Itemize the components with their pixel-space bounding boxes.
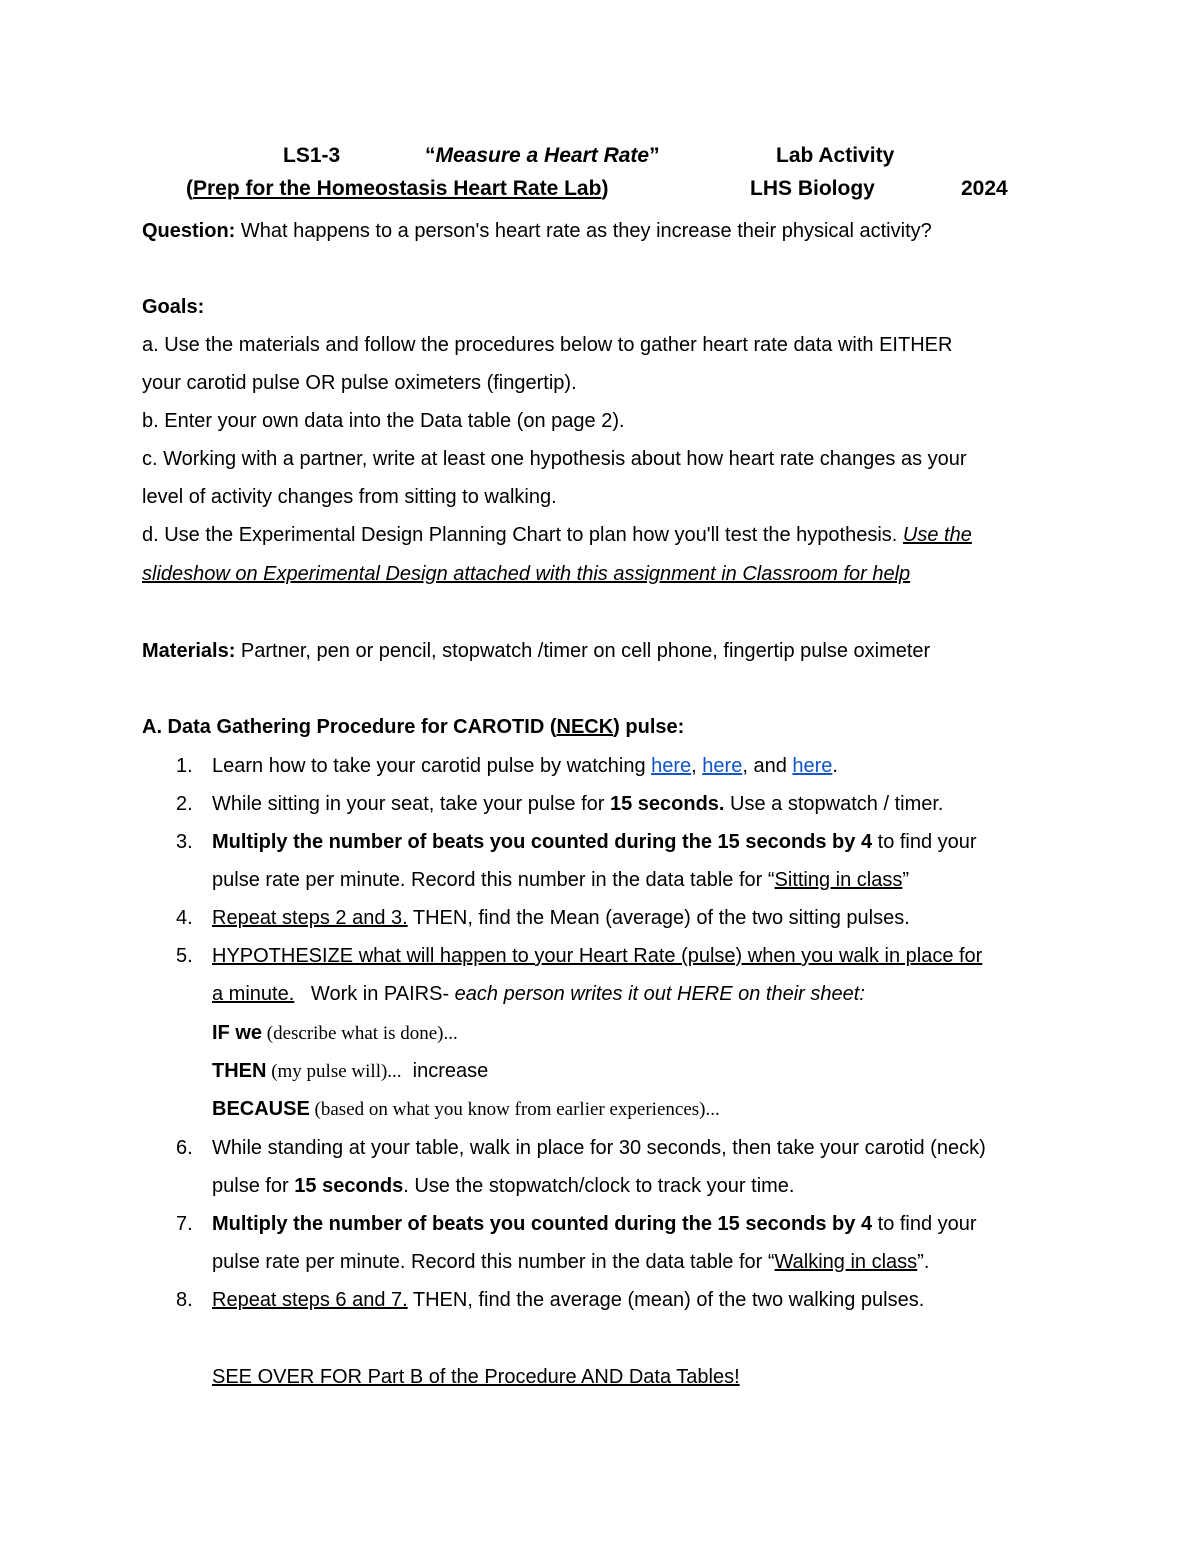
question <box>142 217 932 245</box>
step-3-sitting: Sitting in class <box>774 869 903 891</box>
goal-c-line1: c. Working with a partner, write at least one hypothesis about how heart rate changes as your <box>142 448 967 470</box>
question-text: What happens to a person's heart rate as they increase their physical activity? <box>235 220 932 242</box>
step-4 <box>212 904 910 932</box>
step-8-post: THEN, find the average (mean) of the two walking pulses. <box>407 1289 925 1311</box>
subtitle-text: Prep for the Homeostasis Heart Rate Lab <box>193 177 602 200</box>
header-title <box>425 142 660 170</box>
step-4-post: THEN, find the Mean (average) of the two sitting pulses. <box>407 907 910 929</box>
materials-text: Partner, pen or pencil, stopwatch /timer on cell phone, fingertip pulse oximeter <box>235 640 931 662</box>
procedure-heading-post: ) pulse: <box>613 716 685 738</box>
because-text: (based on what you know from earlier experiences)... <box>309 1099 720 1120</box>
step-6-bold: 15 seconds <box>294 1175 404 1197</box>
step-5-number: 5. <box>176 945 193 967</box>
if-label: IF we <box>212 1022 263 1044</box>
materials <box>142 637 930 665</box>
step-7-number: 7. <box>176 1213 193 1235</box>
step-2-number: 2. <box>176 793 193 815</box>
video-link-1[interactable]: here <box>651 755 692 777</box>
header-subtitle <box>186 175 608 203</box>
step-5-then <box>212 1057 488 1086</box>
step-6-line2-pre: pulse for <box>212 1175 295 1197</box>
procedure-heading-pre: A. Data Gathering Procedure for CAROTID ( <box>142 716 557 738</box>
step-1-end: . <box>832 755 838 777</box>
title-quote-close: ” <box>649 144 660 167</box>
step-2-bold: 15 seconds. <box>609 793 725 815</box>
step-2-post: Use a stopwatch / timer. <box>724 793 944 815</box>
step-6-line2 <box>212 1172 794 1200</box>
step-5-line2 <box>212 980 865 1008</box>
step-8-repeat: Repeat steps 6 and 7. <box>212 1289 408 1311</box>
step-5-because <box>212 1095 720 1124</box>
title-text: Measure a Heart Rate <box>435 144 650 167</box>
goal-a-line1: a. Use the materials and follow the procedures below to gather heart rate data with EITHER <box>142 334 953 356</box>
step-6-line1: While standing at your table, walk in place for 30 seconds, then take your carotid (neck) <box>212 1137 986 1159</box>
goal-d-line1 <box>142 521 972 549</box>
goal-d-text: d. Use the Experimental Design Planning Chart to plan how you'll test the hypothesis. <box>142 524 903 546</box>
then-answer: increase <box>401 1060 489 1082</box>
step-3-line2-end: ” <box>902 869 910 891</box>
step-5-pairs: Work in PAIRS- <box>294 983 455 1005</box>
step-2-pre: While sitting in your seat, take your pulse for <box>212 793 610 815</box>
then-label: THEN <box>212 1060 267 1082</box>
step-3-post: to find your <box>872 831 977 853</box>
goal-b: b. Enter your own data into the Data table (on page 2). <box>142 410 625 432</box>
video-link-2[interactable]: here <box>702 755 743 777</box>
header-activity: Lab Activity <box>776 144 895 167</box>
goal-d-emphasis: Use the <box>902 524 972 546</box>
if-text: (describe what is done)... <box>262 1023 458 1044</box>
step-7-line2 <box>212 1248 929 1276</box>
video-link-3[interactable]: here <box>792 755 833 777</box>
step-1 <box>212 752 838 780</box>
header-course: LHS Biology <box>750 177 875 200</box>
step-7-post: to find your <box>872 1213 977 1235</box>
then-text: (my pulse will)... <box>266 1061 402 1082</box>
step-5-instruction: each person writes it out HERE on their sheet: <box>454 983 865 1005</box>
question-label: Question: <box>142 220 236 242</box>
step-4-number: 4. <box>176 907 193 929</box>
step-5-if <box>212 1019 458 1048</box>
step-6-number: 6. <box>176 1137 193 1159</box>
step-1-number: 1. <box>176 755 193 777</box>
goal-c-line2: level of activity changes from sitting to walking. <box>142 486 557 508</box>
step-7-line2-pre: pulse rate per minute. Record this number in the data table for “ <box>212 1251 775 1273</box>
step-3-number: 3. <box>176 831 193 853</box>
step-3-bold: Multiply the number of beats you counted during the 15 seconds by 4 <box>212 831 873 853</box>
step-8-number: 8. <box>176 1289 193 1311</box>
goal-a-line2: your carotid pulse OR pulse oximeters (fingertip). <box>142 372 577 394</box>
goals-label: Goals: <box>142 296 205 318</box>
step-1-text: Learn how to take your carotid pulse by watching <box>212 755 652 777</box>
procedure-heading <box>142 713 684 741</box>
title-quote-open: “ <box>425 144 436 167</box>
step-8 <box>212 1286 924 1314</box>
step-7-walking: Walking in class <box>774 1251 918 1273</box>
step-5-a-minute: a minute. <box>212 983 295 1005</box>
step-6-line2-post: . Use the stopwatch/clock to track your time. <box>403 1175 795 1197</box>
see-over-note: SEE OVER FOR Part B of the Procedure AND Data Tables! <box>212 1366 740 1388</box>
step-5-line1: HYPOTHESIZE what will happen to your Heart Rate (pulse) when you walk in place for <box>212 945 983 967</box>
header-code: LS1-3 <box>283 144 341 167</box>
step-7-bold: Multiply the number of beats you counted during the 15 seconds by 4 <box>212 1213 873 1235</box>
step-3-line1 <box>212 828 977 856</box>
subtitle-close: ) <box>601 177 609 200</box>
header-year: 2024 <box>961 177 1008 200</box>
step-1-sep1: , <box>691 755 703 777</box>
materials-label: Materials: <box>142 640 236 662</box>
step-1-sep2: , and <box>742 755 793 777</box>
step-3-line2 <box>212 866 909 894</box>
goal-d-line2: slideshow on Experimental Design attached with this assignment in Classroom for help <box>142 563 911 585</box>
step-7-line2-end: ”. <box>917 1251 930 1273</box>
step-4-repeat: Repeat steps 2 and 3. <box>212 907 408 929</box>
subtitle-open: ( <box>186 177 193 200</box>
step-2 <box>212 790 943 818</box>
procedure-heading-neck: NECK <box>556 716 614 738</box>
because-label: BECAUSE <box>212 1098 310 1120</box>
step-3-line2-pre: pulse rate per minute. Record this number in the data table for “ <box>212 869 775 891</box>
step-7-line1 <box>212 1210 977 1238</box>
